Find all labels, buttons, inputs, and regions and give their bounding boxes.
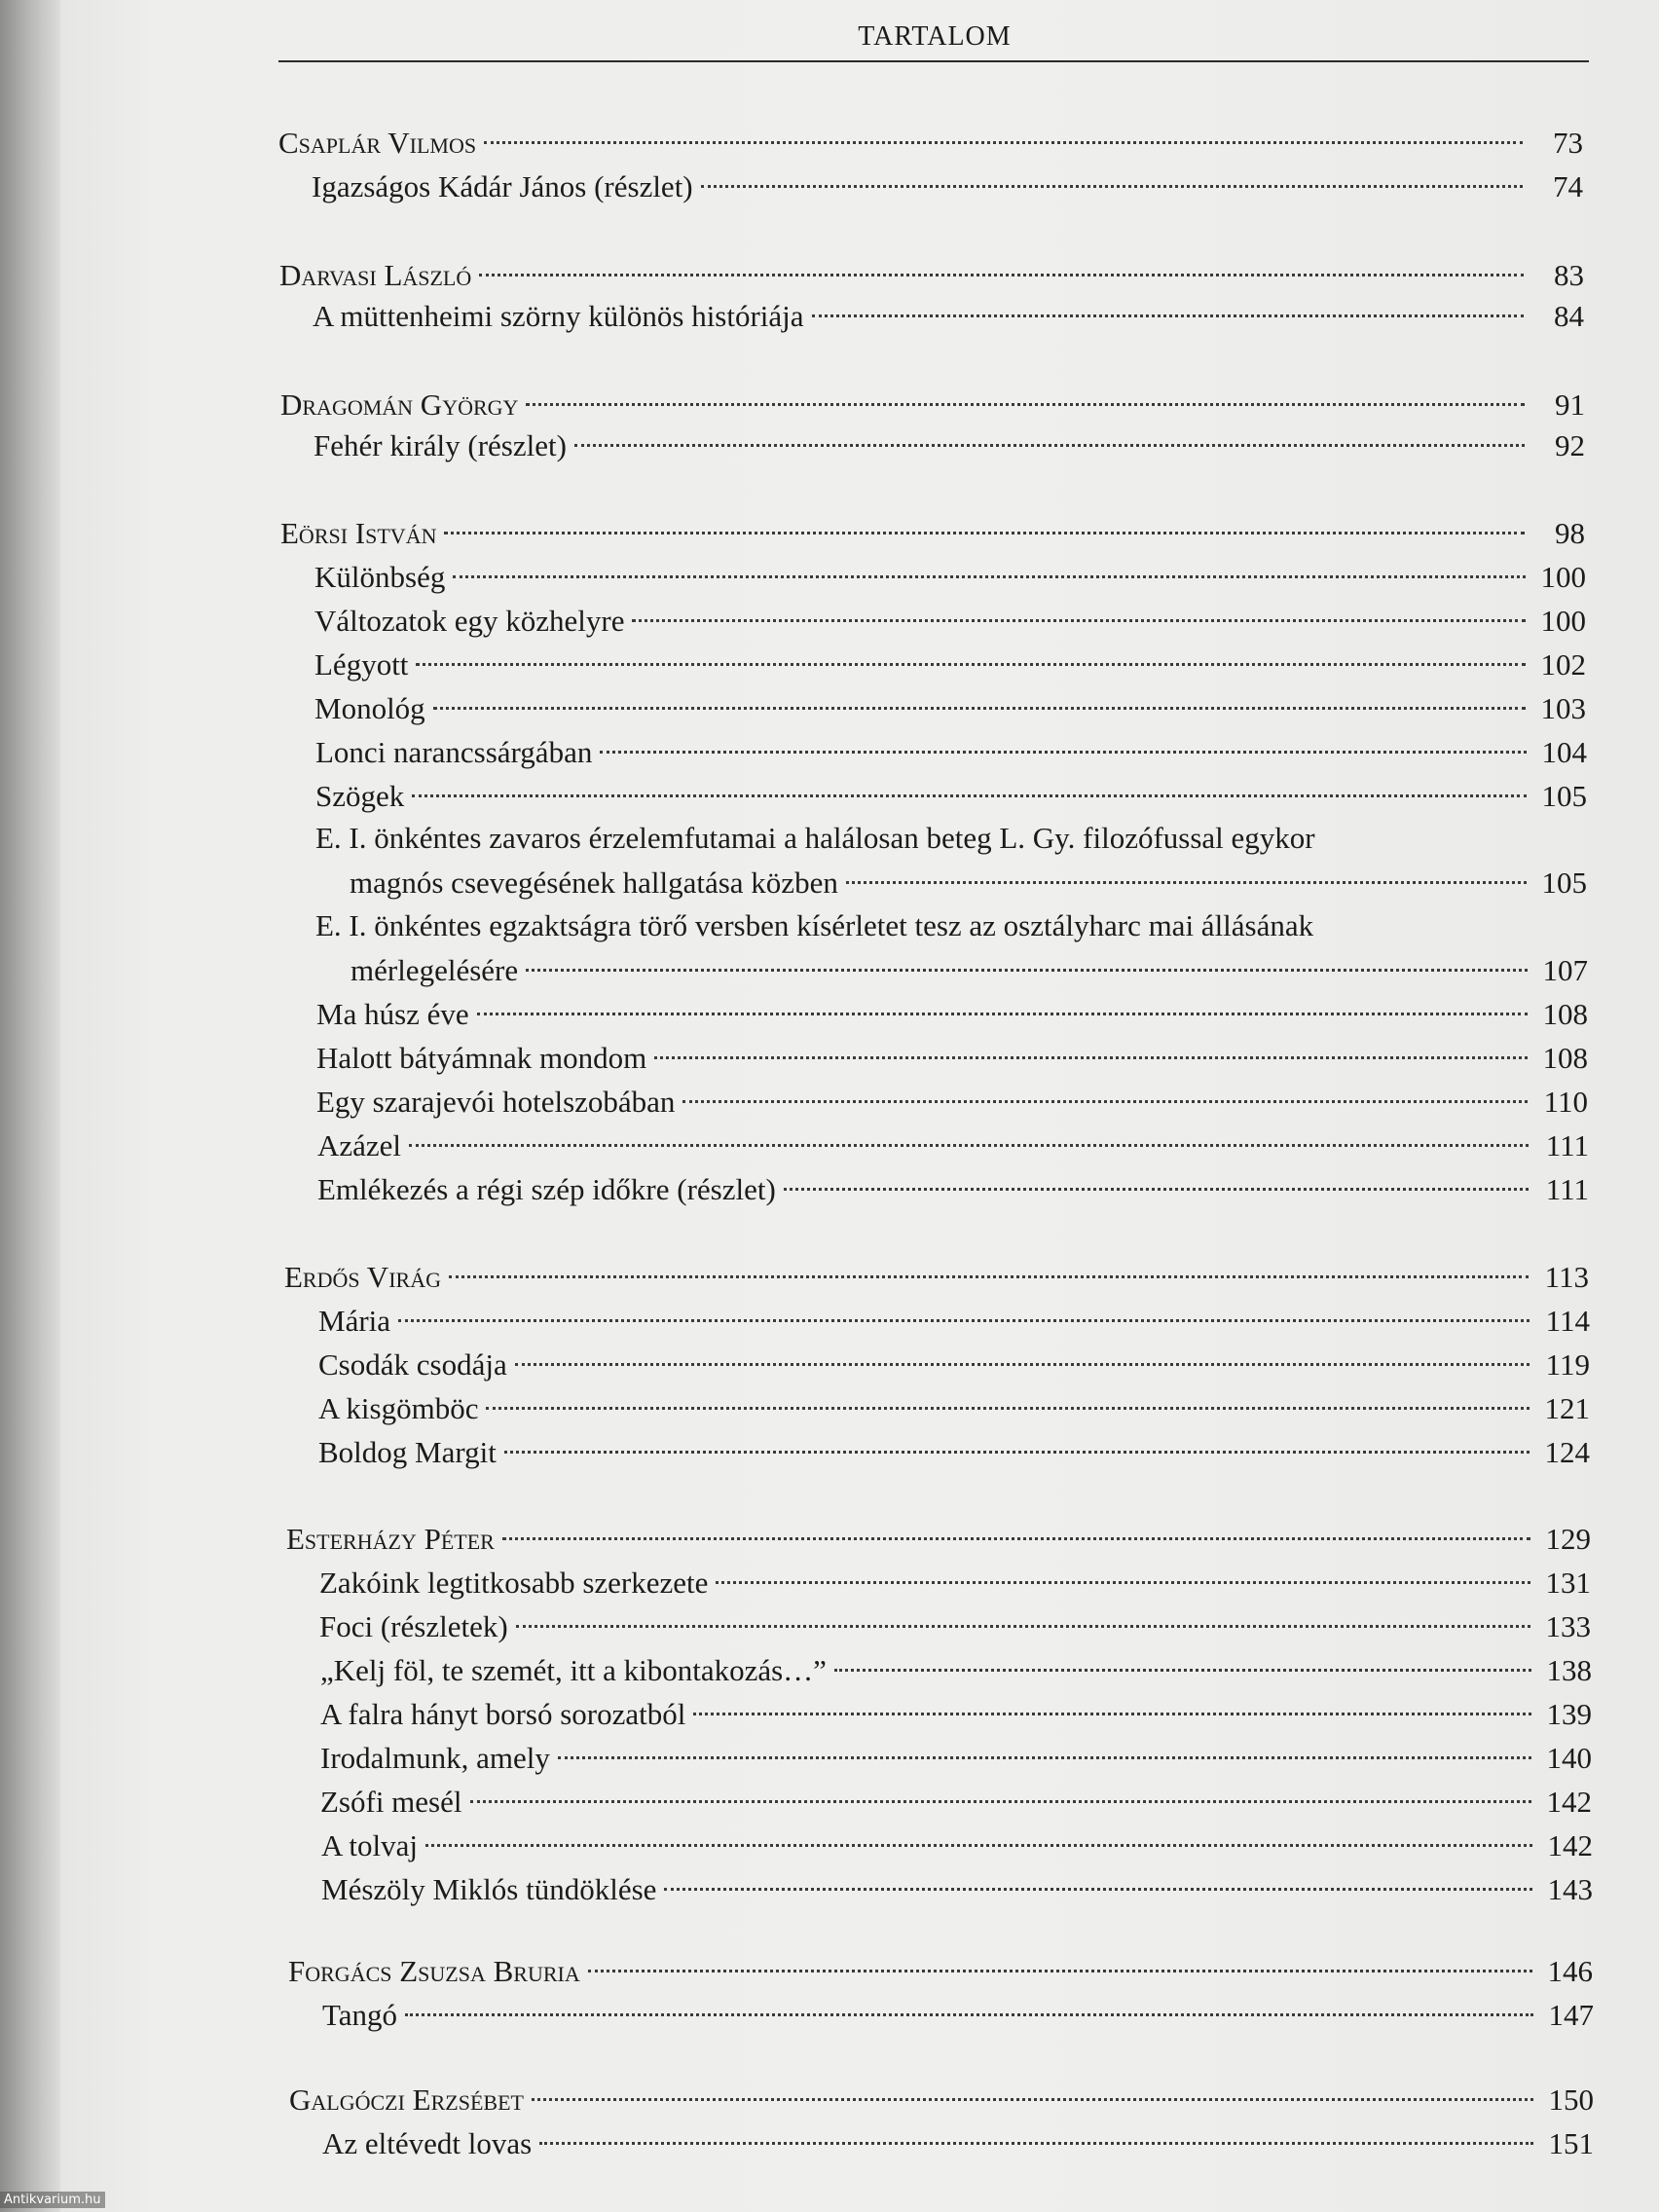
work-title: A müttenheimi szörny különös históriája	[313, 299, 804, 333]
page-number: 151	[1548, 2126, 1594, 2160]
work-title: Fehér király (részlet)	[313, 428, 567, 462]
dot-leader	[701, 156, 1523, 188]
work-title: mérlegelésére	[350, 953, 519, 987]
work-title: A kisgömböc	[318, 1391, 479, 1425]
dot-leader	[484, 112, 1523, 144]
work-title: Irodalmunk, amely	[320, 1741, 550, 1775]
author-name: Eörsi István	[280, 516, 437, 550]
work-title: Mária	[318, 1304, 391, 1338]
dot-leader	[477, 983, 1528, 1015]
page-number: 111	[1545, 1172, 1589, 1206]
page-number: 83	[1554, 258, 1584, 292]
work-title: Csodák csodája	[318, 1347, 507, 1382]
page-number: 74	[1553, 169, 1583, 203]
work-title: A tolvaj	[321, 1828, 419, 1862]
work-title: „Kelj föl, te szemét, itt a kibontakozás…”	[320, 1653, 827, 1687]
dot-leader	[504, 1421, 1530, 1454]
page-number: 108	[1542, 997, 1588, 1031]
page-number: 107	[1542, 953, 1588, 987]
page-number: 124	[1544, 1435, 1590, 1469]
work-title: Monológ	[314, 691, 425, 725]
dot-leader	[532, 2069, 1533, 2101]
toc-work-entry	[315, 774, 1587, 815]
page-number: 142	[1547, 1828, 1593, 1862]
page-header-title: TARTALOM	[858, 21, 1012, 52]
toc-work-entry	[322, 2121, 1594, 2162]
page-number: 114	[1545, 1304, 1590, 1338]
page-number: 100	[1540, 604, 1586, 638]
page-number: 84	[1554, 299, 1584, 333]
dot-leader	[449, 1246, 1529, 1278]
work-title-first-line: E. I. önkéntes egzaktságra törő versben kísérletet tesz az osztályharc mai állásának	[315, 908, 1314, 942]
work-title: Ma húsz éve	[316, 997, 469, 1031]
page-number: 139	[1546, 1697, 1592, 1731]
page-number: 73	[1553, 126, 1583, 160]
toc-work-entry	[318, 1430, 1590, 1471]
work-title: Tangó	[322, 1998, 398, 2032]
toc-work-entry	[312, 165, 1583, 205]
work-title: Mészöly Miklós tündöklése	[321, 1872, 657, 1906]
page-number: 110	[1543, 1085, 1588, 1119]
toc-work-entry	[317, 1167, 1589, 1208]
dot-leader	[412, 765, 1527, 797]
page-number: 147	[1548, 1998, 1594, 2032]
page-number: 111	[1545, 1128, 1589, 1162]
dot-leader	[834, 1640, 1531, 1672]
page-number: 142	[1546, 1785, 1592, 1819]
page-number: 108	[1542, 1041, 1588, 1075]
toc-work-entry	[313, 294, 1584, 335]
work-title: Zsófi mesél	[320, 1785, 462, 1819]
author-name: Esterházy Péter	[286, 1522, 495, 1556]
work-title: Halott bátyámnak mondom	[316, 1041, 647, 1075]
page-number: 119	[1545, 1347, 1590, 1382]
dot-leader	[600, 721, 1527, 754]
page-number: 92	[1555, 428, 1585, 462]
dot-leader	[574, 415, 1525, 447]
work-title: magnós csevegésének hallgatása közben	[350, 866, 838, 900]
work-title: Lonci narancssárgában	[315, 735, 593, 769]
page-number: 102	[1540, 647, 1586, 682]
author-name: Galgóczi Erzsébet	[289, 2083, 524, 2117]
page-number: 121	[1544, 1391, 1590, 1425]
page-number: 150	[1548, 2083, 1594, 2117]
toc-work-entry	[350, 861, 1587, 902]
work-title: Különbség	[314, 560, 446, 594]
page-number: 138	[1546, 1653, 1592, 1687]
work-title: Zakóink legtitkosabb szerkezete	[319, 1566, 709, 1600]
dot-leader	[664, 1859, 1532, 1891]
page-number: 140	[1546, 1741, 1592, 1775]
dot-leader	[846, 852, 1527, 884]
dot-leader	[433, 678, 1526, 710]
page-number: 146	[1547, 1954, 1593, 1988]
dot-leader	[588, 1940, 1532, 1972]
work-title: Az eltévedt lovas	[322, 2126, 533, 2160]
work-title: Boldog Margit	[318, 1435, 497, 1469]
work-title: Légyott	[314, 647, 409, 682]
work-title: Igazságos Kádár János (részlet)	[312, 169, 693, 203]
page-number: 133	[1545, 1609, 1591, 1643]
work-title: Változatok egy közhelyre	[314, 604, 625, 638]
dot-leader	[486, 1378, 1530, 1410]
dot-leader	[516, 1596, 1530, 1628]
dot-leader	[502, 1508, 1530, 1540]
dot-leader	[539, 2113, 1533, 2145]
dot-leader	[682, 1071, 1528, 1103]
work-title-first-line: E. I. önkéntes zavaros érzelemfutamai a halálosan beteg L. Gy. filozófussal egykor	[315, 821, 1315, 855]
dot-leader	[405, 1984, 1533, 2016]
dot-leader	[479, 244, 1524, 276]
dot-leader	[409, 1115, 1529, 1147]
dot-leader	[558, 1727, 1531, 1759]
dot-leader	[398, 1290, 1530, 1322]
dot-leader	[716, 1552, 1530, 1584]
dot-leader	[526, 374, 1525, 406]
dot-leader	[784, 1159, 1529, 1191]
dot-leader	[812, 285, 1524, 317]
page-number: 131	[1545, 1566, 1591, 1600]
page-number: 143	[1547, 1872, 1593, 1906]
work-title: Azázel	[317, 1128, 402, 1162]
work-title: Emlékezés a régi szép időkre (részlet)	[317, 1172, 776, 1206]
page-number: 103	[1540, 691, 1586, 725]
author-name: Dragomán György	[280, 387, 519, 422]
toc-work-entry	[322, 1993, 1594, 2034]
page-number: 129	[1545, 1522, 1591, 1556]
page-number: 100	[1540, 560, 1586, 594]
author-name: Forgács Zsuzsa Bruria	[288, 1954, 580, 1988]
dot-leader	[693, 1683, 1531, 1715]
dot-leader	[453, 546, 1526, 578]
page-number: 104	[1541, 735, 1587, 769]
author-name: Csaplár Vilmos	[278, 126, 477, 160]
dot-leader	[632, 590, 1526, 622]
page-number: 105	[1541, 866, 1587, 900]
site-watermark: Antikvarium.hu	[0, 2192, 105, 2208]
toc-work-entry	[313, 424, 1585, 464]
dot-leader	[654, 1027, 1528, 1059]
dot-leader	[526, 940, 1528, 972]
page-number: 113	[1544, 1260, 1589, 1294]
work-title: Foci (részletek)	[319, 1609, 508, 1643]
page-number: 98	[1555, 516, 1585, 550]
dot-leader	[425, 1815, 1532, 1847]
dot-leader	[470, 1771, 1532, 1803]
page-number: 105	[1541, 779, 1587, 813]
author-name: Darvasi László	[279, 258, 472, 292]
work-title: Szögek	[315, 779, 405, 813]
toc-work-entry	[321, 1867, 1593, 1908]
page-number: 91	[1555, 387, 1585, 422]
dot-leader	[416, 634, 1526, 666]
author-name: Erdős Virág	[284, 1260, 441, 1294]
dot-leader	[444, 502, 1525, 535]
dot-leader	[515, 1334, 1530, 1366]
work-title: A falra hányt borsó sorozatból	[320, 1697, 686, 1731]
work-title: Egy szarajevói hotelszobában	[316, 1085, 676, 1119]
